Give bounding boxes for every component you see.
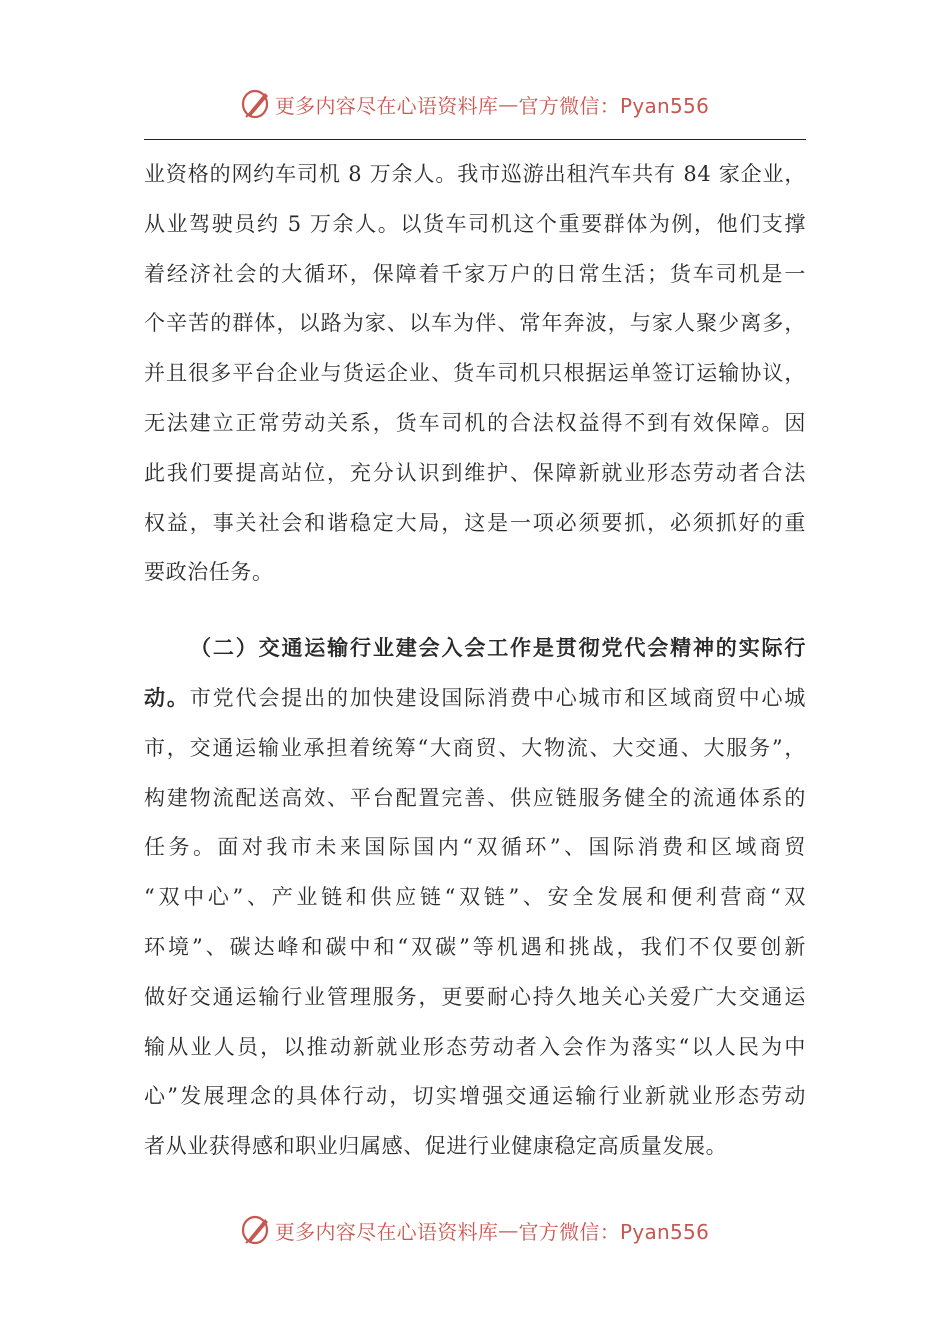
paragraph-2 [144, 624, 806, 1172]
text-line: 做好交通运输行业管理服务，更要耐心持久地关心关爱广大交通运 [144, 984, 806, 1009]
header-slogan: 更多内容尽在心语资料库 [274, 93, 499, 118]
text-line [144, 674, 806, 724]
text-line: 环境”、碳达峰和碳中和“双碳”等机遇和挑战，我们不仅要创新 [144, 934, 806, 959]
text-line: 市，交通运输业承担着统筹“大商贸、大物流、大交通、大服务”， [144, 735, 806, 760]
text-line: 业资格的网约车司机 8 万余人。我市巡游出租汽车共有 84 家企业， [144, 162, 806, 186]
header-banner [0, 82, 950, 126]
text-line: 构建物流配送高效、平台配置完善、供应链服务健全的流通体系的 [144, 785, 806, 810]
document-body [144, 150, 806, 1172]
section-heading: （二）交通运输行业建会入会工作是贯彻党代会精神的实际行 [190, 636, 806, 661]
header-separator: — [498, 92, 519, 116]
header-divider [144, 139, 806, 140]
header-wechat: 官方微信：Pyan556 [518, 93, 710, 118]
text-line: “双中心”、产业链和供应链“双链”、安全发展和便利营商“双 [144, 885, 806, 910]
text-line: 输从业人员，以推动新就业形态劳动者入会作为落实“以人民为中 [144, 1034, 806, 1059]
text-line: 心”发展理念的具体行动，切实增强交通运输行业新就业形态劳动 [144, 1084, 806, 1109]
text-line: 权益，事关社会和谐稳定大局，这是一项必须要抓，必须抓好的重 [144, 510, 806, 535]
section-heading-end: 动。 [144, 685, 190, 710]
text-line: 并且很多平台企业与货运企业、货车司机只根据运单签订运输协议， [144, 361, 806, 386]
text-line: 个辛苦的群体，以路为家、以车为伴、常年奔波，与家人聚少离多， [144, 311, 806, 336]
text-line: 者从业获得感和职业归属感、促进行业健康稳定高质量发展。 [144, 1134, 728, 1159]
text-line: 此我们要提高站位，充分认识到维护、保障新就业形态劳动者合法 [144, 460, 806, 485]
text-line: 从业驾驶员约 5 万余人。以货车司机这个重要群体为例，他们支撑 [144, 211, 806, 236]
text-line: 着经济社会的大循环，保障着千家万户的日常生活；货车司机是一 [144, 261, 806, 286]
footer-slogan: 更多内容尽在心语资料库 [274, 1219, 499, 1244]
paragraph-1 [144, 150, 806, 598]
footer-banner [0, 1208, 950, 1252]
quill-pen-icon [241, 1213, 271, 1247]
text-line: 任务。面对我市未来国际国内“双循环”、国际消费和区域商贸 [144, 835, 806, 860]
text-line-rest: 市党代会提出的加快建设国际消费中心城市和区域商贸中心城 [189, 685, 806, 710]
footer-wechat: 官方微信：Pyan556 [518, 1219, 710, 1244]
footer-separator: — [498, 1218, 519, 1242]
text-line: 要政治任务。 [144, 560, 274, 585]
text-line: 无法建立正常劳动关系，货车司机的合法权益得不到有效保障。因 [144, 410, 806, 435]
quill-pen-icon [241, 87, 271, 121]
